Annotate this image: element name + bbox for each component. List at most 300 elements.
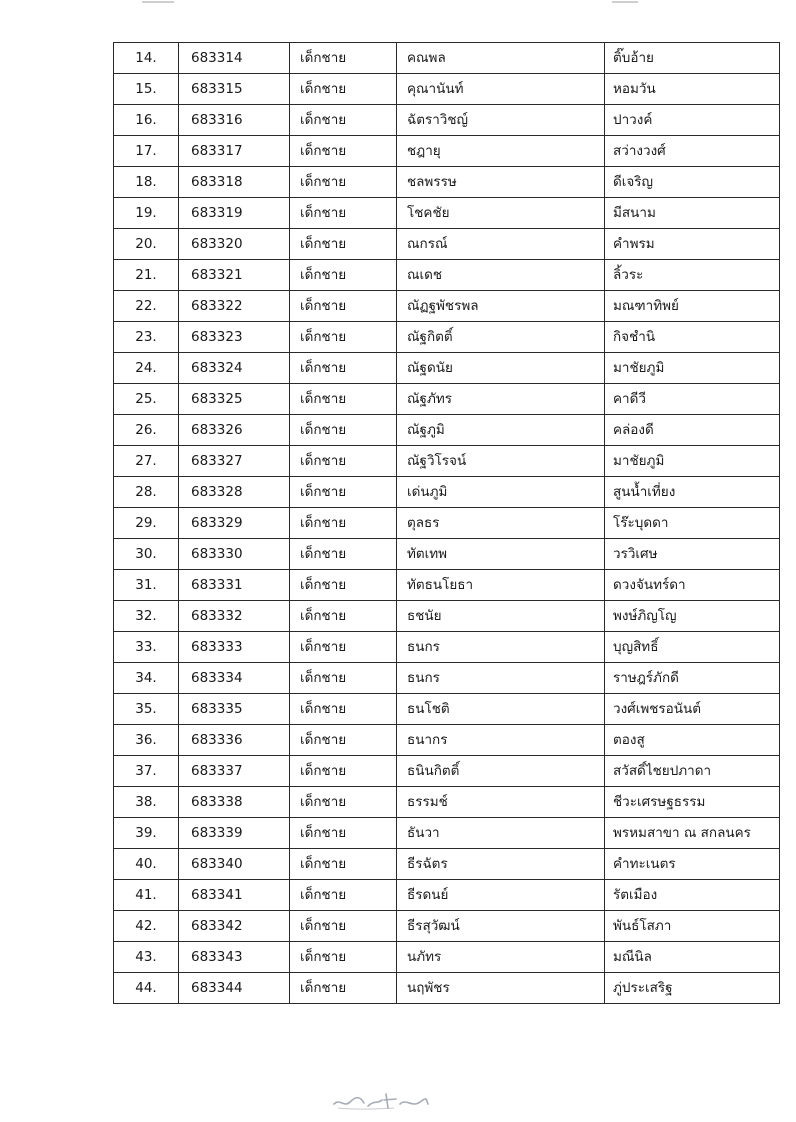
cell-prefix-text: เด็กชาย xyxy=(300,50,347,66)
cell-first-name-text: ณัฐภูมิ xyxy=(407,422,445,438)
cell-last-name xyxy=(605,694,780,725)
cell-last-name xyxy=(605,43,780,74)
cell-number-text: 33. xyxy=(135,639,157,655)
cell-last-name-text: วรวิเศษ xyxy=(613,546,658,562)
table-row xyxy=(114,725,780,756)
cell-number-text: 41. xyxy=(135,887,157,903)
cell-last-name xyxy=(605,725,780,756)
cell-prefix-text: เด็กชาย xyxy=(300,267,347,283)
table-row xyxy=(114,167,780,198)
cell-prefix-text: เด็กชาย xyxy=(300,236,347,252)
cell-first-name-text: ธนากร xyxy=(407,732,448,748)
cell-prefix-text: เด็กชาย xyxy=(300,887,347,903)
cell-first-name xyxy=(397,508,605,539)
cell-prefix xyxy=(290,663,397,694)
table-row xyxy=(114,415,780,446)
cell-student-id-text: 683323 xyxy=(191,329,243,345)
cell-first-name-text: ธันวา xyxy=(407,825,440,841)
cell-prefix xyxy=(290,43,397,74)
cell-student-id xyxy=(179,539,290,570)
table-row xyxy=(114,570,780,601)
table-row xyxy=(114,880,780,911)
cell-prefix xyxy=(290,725,397,756)
cell-number xyxy=(114,229,179,260)
cell-first-name-text: ธนกร xyxy=(407,639,440,655)
student-roster-body xyxy=(114,43,780,1004)
cell-student-id-text: 683341 xyxy=(191,887,243,903)
cell-last-name xyxy=(605,818,780,849)
cell-number-text: 28. xyxy=(135,484,157,500)
cell-prefix xyxy=(290,880,397,911)
cell-last-name xyxy=(605,74,780,105)
cell-first-name-text: ธีรสุวัฒน์ xyxy=(407,918,460,934)
cell-student-id-text: 683335 xyxy=(191,701,243,717)
cell-student-id-text: 683322 xyxy=(191,298,243,314)
cell-last-name-text: ราษฎร์ภักดี xyxy=(613,670,679,686)
cell-student-id xyxy=(179,477,290,508)
cell-first-name-text: ชลพรรษ xyxy=(407,174,457,190)
cell-last-name xyxy=(605,663,780,694)
cell-prefix xyxy=(290,942,397,973)
cell-number xyxy=(114,260,179,291)
cell-last-name xyxy=(605,229,780,260)
cell-first-name xyxy=(397,725,605,756)
cell-student-id-text: 683332 xyxy=(191,608,243,624)
cell-first-name-text: คณพล xyxy=(407,50,446,66)
cell-last-name xyxy=(605,446,780,477)
cell-number-text: 40. xyxy=(135,856,157,872)
cell-first-name xyxy=(397,229,605,260)
cell-first-name xyxy=(397,291,605,322)
cell-first-name-text: ฉัตราวิชญ์ xyxy=(407,112,469,128)
cell-student-id xyxy=(179,353,290,384)
cell-student-id-text: 683340 xyxy=(191,856,243,872)
cell-number-text: 17. xyxy=(135,143,157,159)
cell-first-name-text: ตุลธร xyxy=(407,515,440,531)
cell-last-name xyxy=(605,911,780,942)
cell-prefix xyxy=(290,136,397,167)
cell-student-id-text: 683329 xyxy=(191,515,243,531)
cell-student-id xyxy=(179,322,290,353)
cell-number-text: 16. xyxy=(135,112,157,128)
cell-last-name-text: มีสนาม xyxy=(613,205,656,221)
cell-last-name xyxy=(605,477,780,508)
cell-number-text: 43. xyxy=(135,949,157,965)
cell-prefix-text: เด็กชาย xyxy=(300,980,347,996)
cell-student-id-text: 683317 xyxy=(191,143,243,159)
cell-prefix xyxy=(290,973,397,1004)
cell-number-text: 35. xyxy=(135,701,157,717)
cell-number xyxy=(114,849,179,880)
cell-prefix xyxy=(290,167,397,198)
cell-student-id xyxy=(179,198,290,229)
table-row xyxy=(114,384,780,415)
cell-number xyxy=(114,725,179,756)
table-row xyxy=(114,632,780,663)
scan-mark-left xyxy=(142,1,174,3)
table-row xyxy=(114,694,780,725)
cell-prefix-text: เด็กชาย xyxy=(300,608,347,624)
cell-number xyxy=(114,291,179,322)
cell-prefix-text: เด็กชาย xyxy=(300,143,347,159)
cell-student-id-text: 683318 xyxy=(191,174,243,190)
cell-first-name xyxy=(397,632,605,663)
cell-first-name-text: ทัตเทพ xyxy=(407,546,448,562)
table-row xyxy=(114,43,780,74)
cell-first-name-text: ธชนัย xyxy=(407,608,442,624)
cell-number xyxy=(114,539,179,570)
cell-number xyxy=(114,508,179,539)
cell-number-text: 31. xyxy=(135,577,157,593)
cell-last-name xyxy=(605,508,780,539)
cell-number xyxy=(114,911,179,942)
table-row xyxy=(114,787,780,818)
cell-prefix xyxy=(290,74,397,105)
cell-prefix xyxy=(290,756,397,787)
cell-prefix-text: เด็กชาย xyxy=(300,360,347,376)
cell-student-id xyxy=(179,260,290,291)
cell-prefix-text: เด็กชาย xyxy=(300,732,347,748)
table-row xyxy=(114,508,780,539)
cell-student-id-text: 683343 xyxy=(191,949,243,965)
signature-stamp-mark xyxy=(330,1088,430,1114)
cell-first-name-text: ณัฏฐพัชรพล xyxy=(407,298,479,314)
cell-prefix xyxy=(290,849,397,880)
cell-first-name xyxy=(397,105,605,136)
table-row xyxy=(114,911,780,942)
cell-first-name xyxy=(397,787,605,818)
cell-number xyxy=(114,570,179,601)
cell-number xyxy=(114,446,179,477)
cell-prefix-text: เด็กชาย xyxy=(300,484,347,500)
cell-first-name xyxy=(397,756,605,787)
cell-last-name xyxy=(605,353,780,384)
cell-prefix xyxy=(290,477,397,508)
cell-student-id-text: 683331 xyxy=(191,577,243,593)
cell-number-text: 21. xyxy=(135,267,157,283)
cell-first-name-text: โชคชัย xyxy=(407,205,450,221)
cell-student-id-text: 683339 xyxy=(191,825,243,841)
cell-prefix xyxy=(290,694,397,725)
cell-student-id xyxy=(179,74,290,105)
cell-prefix xyxy=(290,601,397,632)
cell-first-name-text: ณกรณ์ xyxy=(407,236,448,252)
table-row xyxy=(114,353,780,384)
cell-last-name-text: ตองสู xyxy=(613,732,645,748)
cell-last-name-text: มาชัยภูมิ xyxy=(613,360,665,376)
cell-student-id xyxy=(179,849,290,880)
cell-last-name-text: หอมวัน xyxy=(613,81,656,97)
cell-last-name-text: พงษ์ภิญโญ xyxy=(613,608,677,624)
cell-prefix-text: เด็กชาย xyxy=(300,205,347,221)
cell-student-id xyxy=(179,446,290,477)
cell-number-text: 38. xyxy=(135,794,157,810)
cell-prefix-text: เด็กชาย xyxy=(300,949,347,965)
cell-prefix xyxy=(290,539,397,570)
cell-number-text: 15. xyxy=(135,81,157,97)
scan-mark-right xyxy=(612,1,638,3)
cell-number xyxy=(114,756,179,787)
cell-first-name-text: นฤพัชร xyxy=(407,980,450,996)
cell-last-name-text: ดีเจริญ xyxy=(613,174,654,190)
cell-first-name xyxy=(397,415,605,446)
student-roster-table xyxy=(113,42,780,1004)
cell-student-id xyxy=(179,415,290,446)
cell-prefix-text: เด็กชาย xyxy=(300,701,347,717)
cell-first-name xyxy=(397,973,605,1004)
cell-prefix-text: เด็กชาย xyxy=(300,577,347,593)
cell-last-name xyxy=(605,756,780,787)
cell-first-name-text: ธนโชติ xyxy=(407,701,450,717)
table-row xyxy=(114,260,780,291)
cell-student-id-text: 683344 xyxy=(191,980,243,996)
cell-prefix-text: เด็กชาย xyxy=(300,856,347,872)
cell-number xyxy=(114,384,179,415)
cell-last-name-text: ลิ้วระ xyxy=(613,267,644,283)
cell-last-name xyxy=(605,198,780,229)
cell-first-name-text: ธีรฉัตร xyxy=(407,856,448,872)
cell-prefix-text: เด็กชาย xyxy=(300,422,347,438)
cell-student-id xyxy=(179,136,290,167)
cell-last-name-text: สวัสดิ์ไชยปภาดา xyxy=(613,763,712,779)
cell-number-text: 27. xyxy=(135,453,157,469)
cell-prefix xyxy=(290,291,397,322)
cell-student-id xyxy=(179,632,290,663)
cell-student-id-text: 683328 xyxy=(191,484,243,500)
cell-student-id xyxy=(179,818,290,849)
cell-prefix-text: เด็กชาย xyxy=(300,825,347,841)
cell-number xyxy=(114,415,179,446)
cell-prefix-text: เด็กชาย xyxy=(300,515,347,531)
cell-student-id xyxy=(179,663,290,694)
cell-first-name-text: ณเดช xyxy=(407,267,443,283)
cell-number xyxy=(114,942,179,973)
cell-student-id xyxy=(179,384,290,415)
cell-first-name-text: ทัตธนโยธา xyxy=(407,577,474,593)
cell-student-id xyxy=(179,291,290,322)
cell-prefix xyxy=(290,508,397,539)
cell-number-text: 25. xyxy=(135,391,157,407)
cell-prefix-text: เด็กชาย xyxy=(300,763,347,779)
cell-first-name xyxy=(397,136,605,167)
cell-first-name xyxy=(397,167,605,198)
table-row xyxy=(114,446,780,477)
cell-last-name-text: มณีนิล xyxy=(613,949,652,965)
cell-first-name xyxy=(397,43,605,74)
cell-number-text: 42. xyxy=(135,918,157,934)
cell-last-name-text: มาชัยภูมิ xyxy=(613,453,665,469)
cell-student-id-text: 683325 xyxy=(191,391,243,407)
cell-first-name xyxy=(397,694,605,725)
cell-prefix xyxy=(290,353,397,384)
cell-first-name-text: ธนกร xyxy=(407,670,440,686)
cell-number-text: 23. xyxy=(135,329,157,345)
cell-number xyxy=(114,74,179,105)
cell-last-name-text: ดวงจันทร์ดา xyxy=(613,577,686,593)
cell-last-name-text: คล่องดี xyxy=(613,422,654,438)
cell-last-name-text: คำทะเนตร xyxy=(613,856,676,872)
cell-prefix xyxy=(290,818,397,849)
cell-number xyxy=(114,105,179,136)
cell-first-name xyxy=(397,260,605,291)
cell-student-id-text: 683333 xyxy=(191,639,243,655)
cell-number-text: 30. xyxy=(135,546,157,562)
cell-student-id xyxy=(179,973,290,1004)
cell-first-name xyxy=(397,911,605,942)
table-row xyxy=(114,973,780,1004)
table-row xyxy=(114,198,780,229)
cell-prefix xyxy=(290,384,397,415)
cell-prefix xyxy=(290,787,397,818)
cell-prefix xyxy=(290,632,397,663)
cell-student-id xyxy=(179,570,290,601)
cell-last-name xyxy=(605,787,780,818)
cell-last-name xyxy=(605,384,780,415)
cell-last-name-text: รัตเมือง xyxy=(613,887,658,903)
cell-last-name xyxy=(605,973,780,1004)
cell-student-id xyxy=(179,911,290,942)
table-row xyxy=(114,229,780,260)
cell-prefix xyxy=(290,322,397,353)
table-row xyxy=(114,136,780,167)
cell-student-id xyxy=(179,725,290,756)
cell-last-name-text: พันธ์โสภา xyxy=(613,918,672,934)
cell-student-id-text: 683321 xyxy=(191,267,243,283)
cell-first-name xyxy=(397,353,605,384)
cell-first-name xyxy=(397,322,605,353)
cell-student-id xyxy=(179,229,290,260)
cell-first-name-text: ณัฐดนัย xyxy=(407,360,453,376)
cell-last-name xyxy=(605,570,780,601)
cell-first-name-text: ธนินกิตติ์ xyxy=(407,763,460,779)
cell-number-text: 19. xyxy=(135,205,157,221)
cell-first-name xyxy=(397,74,605,105)
cell-number-text: 20. xyxy=(135,236,157,252)
cell-student-id-text: 683314 xyxy=(191,50,243,66)
cell-prefix-text: เด็กชาย xyxy=(300,391,347,407)
cell-number-text: 32. xyxy=(135,608,157,624)
cell-first-name-text: นภัทร xyxy=(407,949,442,965)
cell-number-text: 24. xyxy=(135,360,157,376)
cell-number-text: 37. xyxy=(135,763,157,779)
cell-number xyxy=(114,663,179,694)
cell-first-name xyxy=(397,446,605,477)
table-row xyxy=(114,756,780,787)
cell-number-text: 22. xyxy=(135,298,157,314)
cell-number-text: 14. xyxy=(135,50,157,66)
cell-student-id xyxy=(179,694,290,725)
cell-number-text: 44. xyxy=(135,980,157,996)
cell-last-name-text: พรหมสาขา ณ สกลนคร xyxy=(613,825,751,841)
cell-first-name-text: ณัฐกิตติ์ xyxy=(407,329,453,345)
table-row xyxy=(114,477,780,508)
table-row xyxy=(114,291,780,322)
cell-number xyxy=(114,601,179,632)
cell-number-text: 26. xyxy=(135,422,157,438)
table-row xyxy=(114,818,780,849)
cell-number-text: 34. xyxy=(135,670,157,686)
cell-last-name-text: วงศ์เพชรอนันต์ xyxy=(613,701,702,717)
cell-last-name xyxy=(605,880,780,911)
cell-last-name-text: โร๊ะบุดดา xyxy=(613,515,669,531)
cell-number xyxy=(114,353,179,384)
cell-last-name-text: คาดีวี xyxy=(613,391,646,407)
cell-number xyxy=(114,322,179,353)
cell-prefix-text: เด็กชาย xyxy=(300,546,347,562)
cell-prefix xyxy=(290,105,397,136)
cell-number xyxy=(114,880,179,911)
table-row xyxy=(114,849,780,880)
cell-student-id-text: 683330 xyxy=(191,546,243,562)
table-row xyxy=(114,663,780,694)
cell-number xyxy=(114,818,179,849)
cell-student-id-text: 683342 xyxy=(191,918,243,934)
cell-student-id-text: 683336 xyxy=(191,732,243,748)
cell-prefix xyxy=(290,229,397,260)
cell-first-name xyxy=(397,198,605,229)
cell-prefix xyxy=(290,260,397,291)
cell-prefix-text: เด็กชาย xyxy=(300,918,347,934)
cell-last-name xyxy=(605,260,780,291)
cell-prefix xyxy=(290,446,397,477)
cell-last-name-text: สูนน้ำเที่ยง xyxy=(613,484,676,500)
cell-student-id-text: 683326 xyxy=(191,422,243,438)
cell-student-id xyxy=(179,105,290,136)
cell-first-name xyxy=(397,818,605,849)
cell-prefix xyxy=(290,198,397,229)
cell-student-id xyxy=(179,43,290,74)
cell-student-id-text: 683315 xyxy=(191,81,243,97)
cell-student-id-text: 683316 xyxy=(191,112,243,128)
table-row xyxy=(114,74,780,105)
cell-student-id-text: 683337 xyxy=(191,763,243,779)
cell-last-name-text: สว่างวงศ์ xyxy=(613,143,666,159)
cell-first-name-text: คุณานันท์ xyxy=(407,81,464,97)
cell-number xyxy=(114,787,179,818)
cell-first-name-text: ธรรมช์ xyxy=(407,794,448,810)
cell-first-name-text: ธีรดนย์ xyxy=(407,887,449,903)
cell-last-name-text: ติ๊บอ้าย xyxy=(613,50,654,66)
cell-prefix-text: เด็กชาย xyxy=(300,298,347,314)
cell-number xyxy=(114,167,179,198)
cell-prefix xyxy=(290,911,397,942)
cell-number xyxy=(114,477,179,508)
cell-last-name xyxy=(605,136,780,167)
cell-student-id xyxy=(179,756,290,787)
cell-first-name xyxy=(397,663,605,694)
cell-first-name xyxy=(397,942,605,973)
cell-student-id-text: 683327 xyxy=(191,453,243,469)
cell-last-name-text: มณฑาทิพย์ xyxy=(613,298,679,314)
cell-number xyxy=(114,632,179,663)
cell-student-id xyxy=(179,508,290,539)
cell-last-name xyxy=(605,539,780,570)
cell-number-text: 36. xyxy=(135,732,157,748)
page-top-edge-marks xyxy=(0,0,796,6)
cell-number xyxy=(114,694,179,725)
cell-prefix-text: เด็กชาย xyxy=(300,81,347,97)
cell-number xyxy=(114,136,179,167)
cell-last-name-text: ภู่ประเสริฐ xyxy=(613,980,673,996)
cell-first-name xyxy=(397,880,605,911)
cell-number-text: 29. xyxy=(135,515,157,531)
cell-student-id xyxy=(179,880,290,911)
cell-first-name xyxy=(397,477,605,508)
cell-first-name xyxy=(397,601,605,632)
cell-prefix-text: เด็กชาย xyxy=(300,112,347,128)
cell-last-name-text: คำพรม xyxy=(613,236,655,252)
cell-prefix-text: เด็กชาย xyxy=(300,329,347,345)
